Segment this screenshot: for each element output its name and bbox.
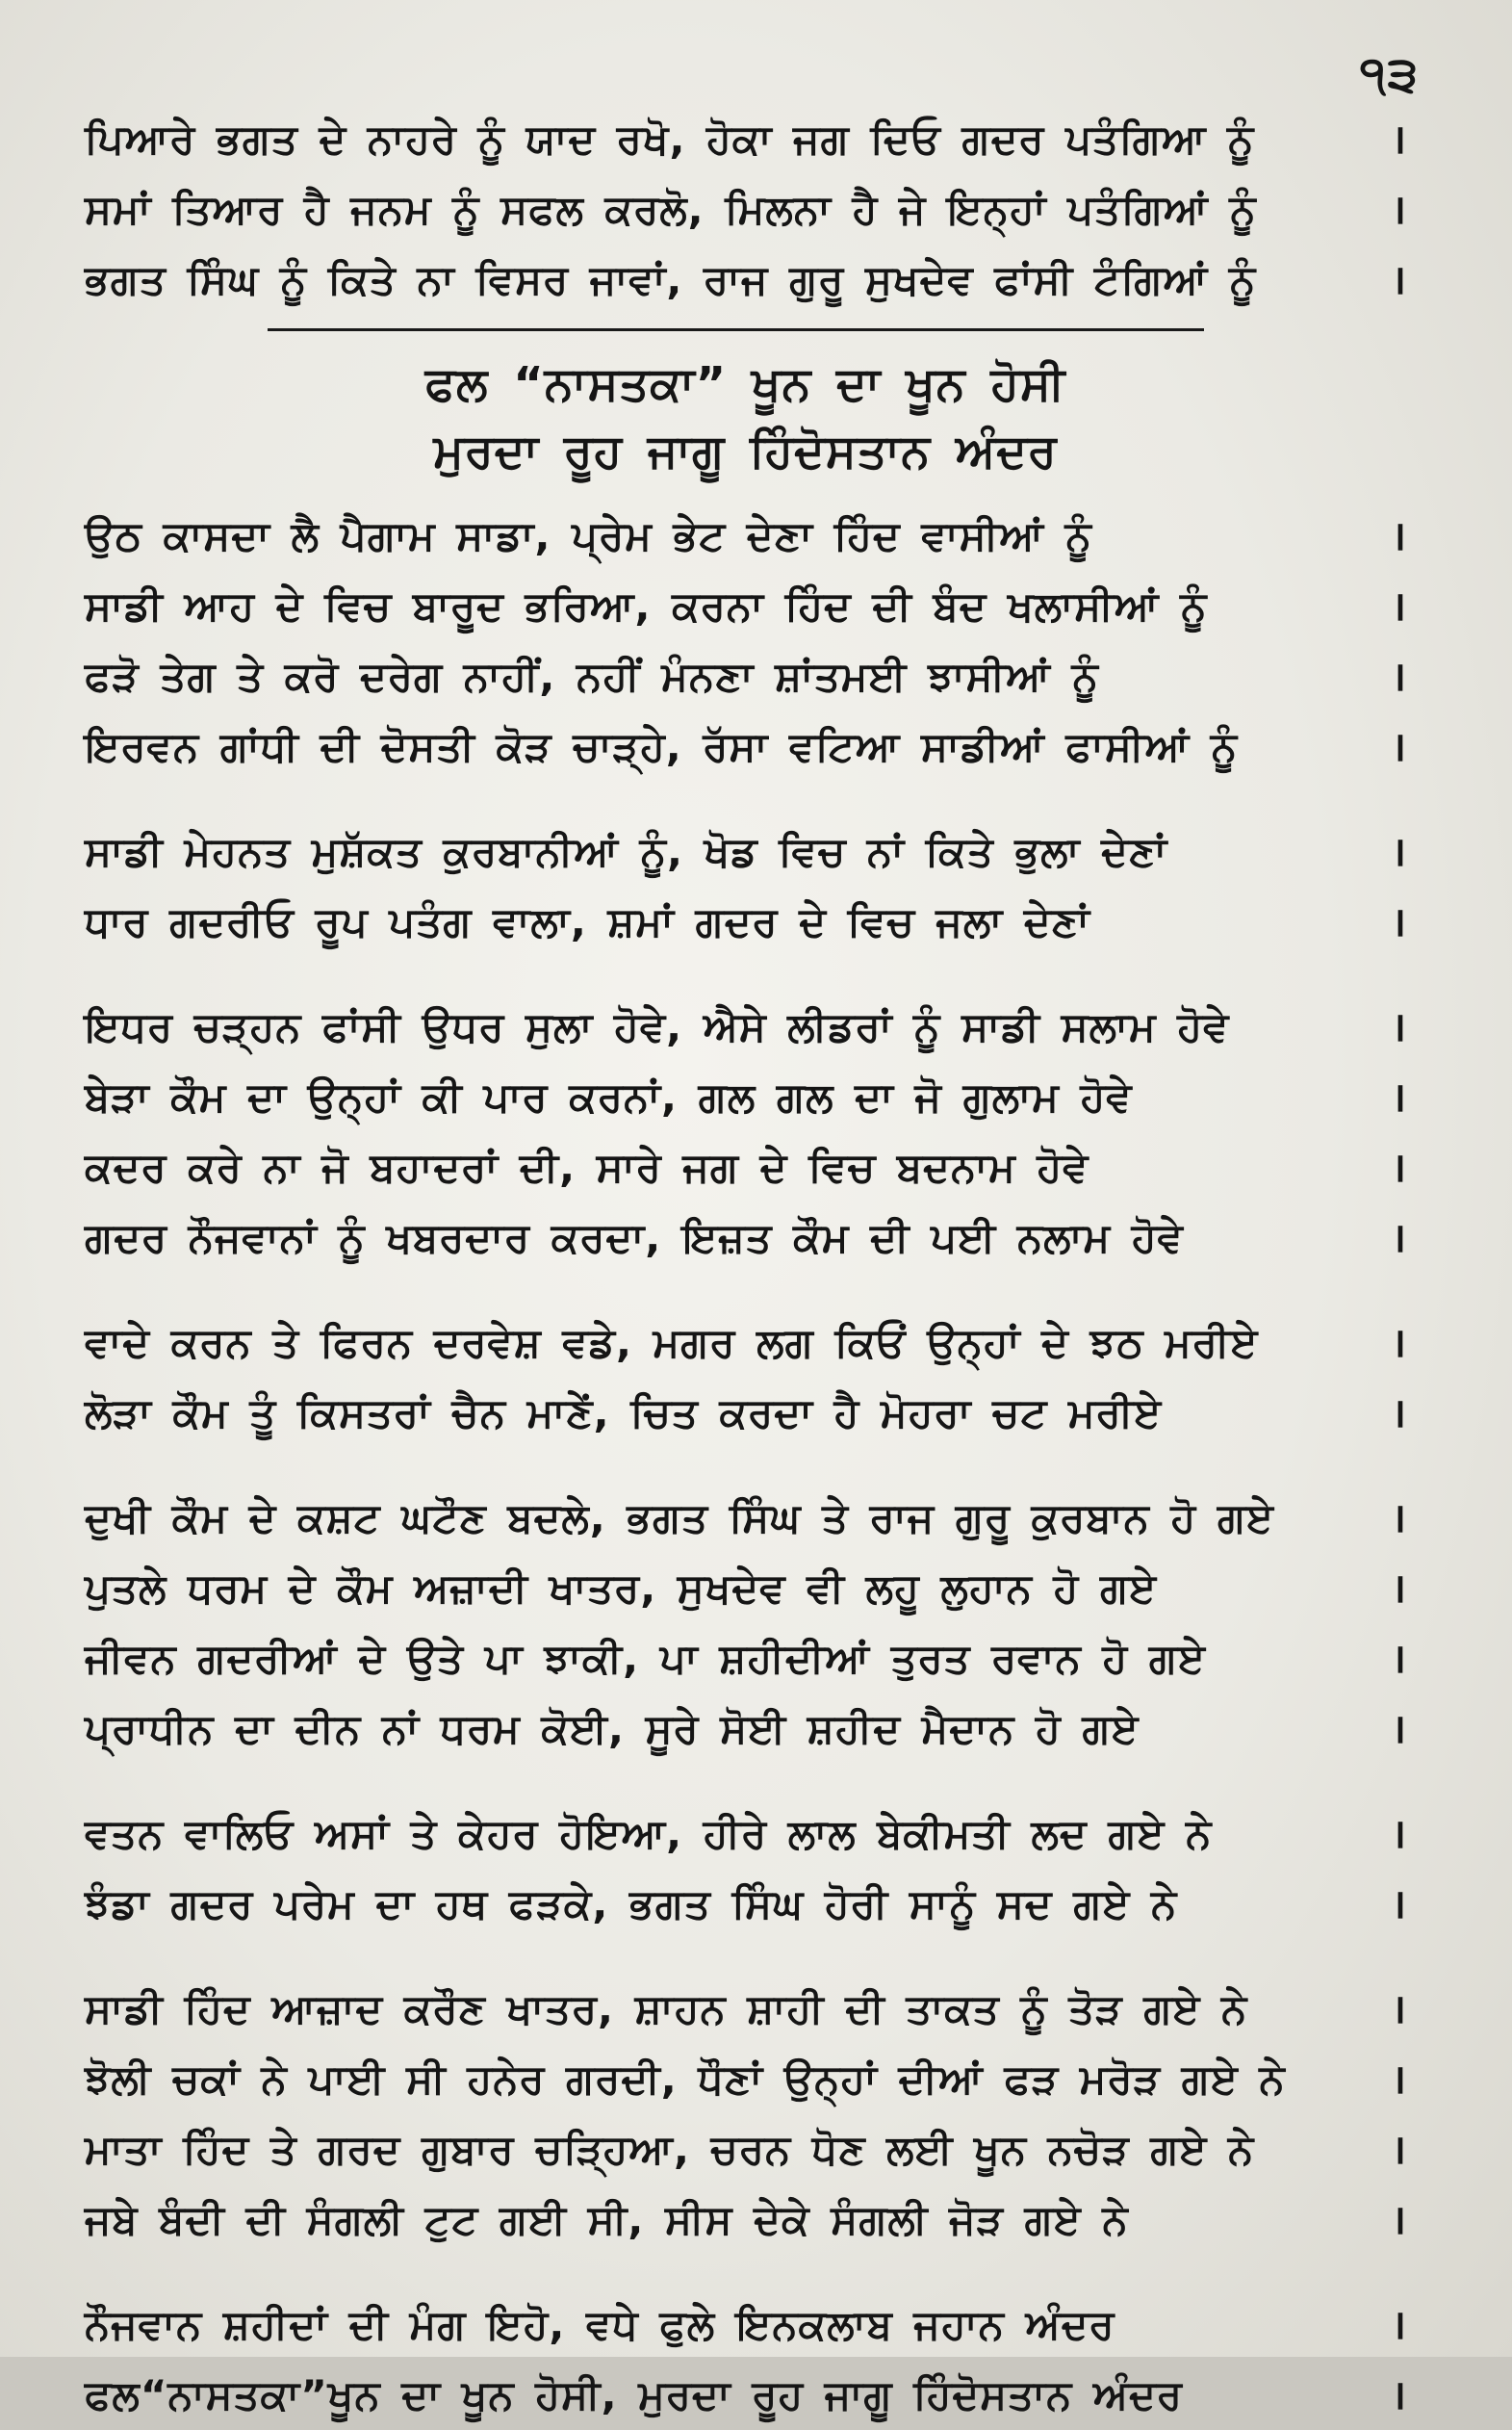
verse-text: ਝੋਲੀ ਚਕਾਂ ਨੇ ਪਾਈ ਸੀ ਹਨੇਰ ਗਰਦੀ, ਧੌਣਾਂ ਉਨ੍ਹਾਂ ਦੀਆਂ ਫੜ ਮਰੋੜ ਗਏ ਨੇ (85, 2055, 1286, 2103)
verse-line (85, 1798, 1406, 1869)
verse-line (85, 1062, 1406, 1132)
verse-text: ਗਦਰ ਨੌਜਵਾਨਾਂ ਨੂੰ ਖਬਰਦਾਰ ਕਰਦਾ, ਇਜ਼ਤ ਕੌਮ ਦੀ ਪਈ ਨਲਾਮ ਹੋਵੇ (85, 1214, 1184, 1261)
danda-mark: । (1391, 653, 1406, 700)
verse-line (85, 245, 1406, 315)
stanza-1 (85, 501, 1406, 782)
verse-line (85, 174, 1406, 245)
poem-heading (85, 350, 1406, 485)
danda-mark: । (1391, 898, 1406, 945)
verse-line (85, 501, 1406, 571)
stanza-6 (85, 1798, 1406, 1939)
danda-mark: । (1391, 1003, 1406, 1050)
verse-line (85, 1483, 1406, 1553)
danda-mark: । (1391, 512, 1406, 559)
verse-text: ਭਗਤ ਸਿੰਘ ਨੂੰ ਕਿਤੇ ਨਾ ਵਿਸਰ ਜਾਵਾਂ, ਰਾਜ ਗੁਰੂ ਸੁਖਦੇਵ ਫਾਂਸੀ ਟੰਗਿਆਂ ਨੂੰ (85, 256, 1257, 303)
verse-line (85, 1974, 1406, 2044)
verse-text: ਸਮਾਂ ਤਿਆਰ ਹੈ ਜਨਮ ਨੂੰ ਸਫਲ ਕਰਲੋ, ਮਿਲਨਾ ਹੈ ਜੇ ਇਨ੍ਹਾਂ ਪਤੰਗਿਆਂ ਨੂੰ (85, 186, 1257, 233)
danda-mark: । (1391, 828, 1406, 875)
verse-text: ਪਿਆਰੇ ਭਗਤ ਦੇ ਨਾਹਰੇ ਨੂੰ ਯਾਦ ਰਖੋ, ਹੋਕਾ ਜਗ ਦਿਓ ਗਦਰ ਪਤੰਗਿਆ ਨੂੰ (85, 116, 1255, 163)
verse-text: ਕਦਰ ਕਰੇ ਨਾ ਜੋ ਬਹਾਦਰਾਂ ਦੀ, ਸਾਰੇ ਜਗ ਦੇ ਵਿਚ ਬਦਨਾਮ ਹੋਵੇ (85, 1144, 1089, 1191)
verse-line (85, 2044, 1406, 2114)
danda-mark: । (1391, 1319, 1406, 1366)
page-number: ੧੩ (1359, 46, 1420, 102)
danda-mark: । (1391, 1635, 1406, 1682)
danda-mark: । (1391, 1214, 1406, 1261)
danda-mark: । (1391, 1389, 1406, 1436)
danda-mark: । (1391, 256, 1406, 303)
danda-mark: । (1391, 1705, 1406, 1752)
verse-line (85, 571, 1406, 641)
verse-text: ਦੁਖੀ ਕੌਮ ਦੇ ਕਸ਼ਟ ਘਟੌਣ ਬਦਲੇ, ਭਗਤ ਸਿੰਘ ਤੇ ਰਾਜ ਗੁਰੂ ਕੁਰਬਾਨ ਹੋ ਗਏ (85, 1494, 1274, 1541)
verse-line (85, 641, 1406, 711)
danda-mark: । (1391, 1144, 1406, 1191)
heading-line-2: ਮੁਰਦਾ ਰੂਹ ਜਾਗੂ ਹਿੰਦੋਸਤਾਨ ਅੰਦਰ (433, 425, 1058, 478)
danda-mark: । (1391, 2301, 1406, 2348)
stanza-5 (85, 1483, 1406, 1764)
verse-line (85, 104, 1406, 174)
verse-text: ਝੰਡਾ ਗਦਰ ਪਰੇਮ ਦਾ ਹਥ ਫੜਕੇ, ਭਗਤ ਸਿੰਘ ਹੋਰੀ ਸਾਨੂੰ ਸਦ ਗਏ ਨੇ (85, 1880, 1178, 1927)
verse-text: ਜਬੇ ਬੰਦੀ ਦੀ ਸੰਗਲੀ ਟੁਟ ਗਈ ਸੀ, ਸੀਸ ਦੇਕੇ ਸੰਗਲੀ ਜੋੜ ਗਏ ਨੇ (85, 2196, 1129, 2243)
danda-mark: । (1391, 1073, 1406, 1121)
verse-text: ਇਧਰ ਚੜ੍ਹਨ ਫਾਂਸੀ ਉਧਰ ਸੁਲਾ ਹੋਵੇ, ਐਸੇ ਲੀਡਰਾਂ ਨੂੰ ਸਾਡੀ ਸਲਾਮ ਹੋਵੇ (85, 1003, 1230, 1050)
intro-stanza (85, 104, 1406, 315)
verse-text: ਧਾਰ ਗਦਰੀਓ ਰੂਪ ਪਤੰਗ ਵਾਲਾ, ਸ਼ਮਾਂ ਗਦਰ ਦੇ ਵਿਚ ਜਲਾ ਦੇਣਾਂ (85, 898, 1090, 945)
danda-mark: । (1391, 1810, 1406, 1857)
stanza-7 (85, 1974, 1406, 2255)
verse-text: ਲੋੜਾ ਕੌਮ ਤੂੰ ਕਿਸਤਰਾਂ ਚੈਨ ਮਾਣੇਂ, ਚਿਤ ਕਰਦਾ ਹੈ ਮੋਹਰਾ ਚਟ ਮਰੀਏ (85, 1389, 1163, 1436)
verse-line (85, 711, 1406, 782)
verse-line (85, 1132, 1406, 1202)
verse-line (85, 1307, 1406, 1378)
verse-line (85, 816, 1406, 887)
verse-text: ਪੁਤਲੇ ਧਰਮ ਦੇ ਕੌਮ ਅਜ਼ਾਦੀ ਖਾਤਰ, ਸੁਖਦੇਵ ਵੀ ਲਹੂ ਲੁਹਾਨ ਹੋ ਗਏ (85, 1564, 1158, 1612)
danda-mark: । (1391, 1494, 1406, 1541)
verse-text: ਨੌਜਵਾਨ ਸ਼ਹੀਦਾਂ ਦੀ ਮੰਗ ਇਹੋ, ਵਧੇ ਫੁਲੇ ਇਨਕਲਾਬ ਜਹਾਨ ਅੰਦਰ (85, 2301, 1115, 2348)
danda-mark: । (1391, 116, 1406, 163)
verse-text: ਸਾਡੀ ਹਿੰਦ ਆਜ਼ਾਦ ਕਰੌਣ ਖਾਤਰ, ਸ਼ਾਹਨ ਸ਼ਾਹੀ ਦੀ ਤਾਕਤ ਨੂੰ ਤੋੜ ਗਏ ਨੇ (85, 1985, 1248, 2032)
stanza-4 (85, 1307, 1406, 1448)
stanza-8 (85, 2289, 1406, 2430)
heading-line-1: ਫਲ “ਨਾਸਤਕਾ” ਖੂਨ ਦਾ ਖੂਨ ਹੋਸੀ (424, 357, 1066, 411)
verse-text: ਪ੍ਰਾਧੀਨ ਦਾ ਦੀਨ ਨਾਂ ਧਰਮ ਕੋਈ, ਸੂਰੇ ਸੋਈ ਸ਼ਹੀਦ ਮੈਦਾਨ ਹੋ ਗਏ (85, 1705, 1140, 1752)
verse-line (85, 2114, 1406, 2184)
danda-mark: । (1391, 2126, 1406, 2173)
section-divider (268, 328, 1204, 331)
verse-line (85, 1623, 1406, 1693)
verse-line (85, 2184, 1406, 2255)
danda-mark: । (1391, 2055, 1406, 2103)
verse-line (85, 2289, 1406, 2360)
verse-text: ਜੀਵਨ ਗਦਰੀਆਂ ਦੇ ਉਤੇ ਪਾ ਝਾਕੀ, ਪਾ ਸ਼ਹੀਦੀਆਂ ਤੁਰਤ ਰਵਾਨ ਹੋ ਗਏ (85, 1635, 1206, 1682)
verse-text: ਵਾਦੇ ਕਰਨ ਤੇ ਫਿਰਨ ਦਰਵੇਸ਼ ਵਡੇ, ਮਗਰ ਲਗ ਕਿਓਂ ਉਨ੍ਹਾਂ ਦੇ ਝਠ ਮਰੀਏ (85, 1319, 1259, 1366)
poem-body (85, 104, 1406, 2430)
verse-line (85, 2360, 1406, 2430)
verse-text: ਬੇੜਾ ਕੌਮ ਦਾ ਉਨ੍ਹਾਂ ਕੀ ਪਾਰ ਕਰਨਾਂ, ਗਲ ਗਲ ਦਾ ਜੋ ਗੁਲਾਮ ਹੋਵੇ (85, 1073, 1133, 1121)
danda-mark: । (1391, 1880, 1406, 1927)
verse-text: ਵਤਨ ਵਾਲਿਓ ਅਸਾਂ ਤੇ ਕੇਹਰ ਹੋਇਆ, ਹੀਰੇ ਲਾਲ ਬੇਕੀਮਤੀ ਲਦ ਗਏ ਨੇ (85, 1810, 1213, 1857)
danda-mark: । (1391, 2371, 1406, 2418)
verse-line (85, 1693, 1406, 1764)
stanza-3 (85, 992, 1406, 1273)
verse-text: ਸਾਡੀ ਆਹ ਦੇ ਵਿਚ ਬਾਰੂਦ ਭਰਿਆ, ਕਰਨਾ ਹਿੰਦ ਦੀ ਬੰਦ ਖਲਾਸੀਆਂ ਨੂੰ (85, 582, 1208, 630)
verse-text: ਇਰਵਨ ਗਾਂਧੀ ਦੀ ਦੋਸਤੀ ਕੋੜ ਚਾੜ੍ਹੇ, ਰੱਸਾ ਵਟਿਆ ਸਾਡੀਆਂ ਫਾਸੀਆਂ ਨੂੰ (85, 723, 1239, 770)
danda-mark: । (1391, 1985, 1406, 2032)
danda-mark: । (1391, 582, 1406, 630)
verse-text: ਮਾਤਾ ਹਿੰਦ ਤੇ ਗਰਦ ਗੁਬਾਰ ਚੜ੍ਹਿਆ, ਚਰਨ ਧੋਣ ਲਈ ਖੂਨ ਨਚੋੜ ਗਏ ਨੇ (85, 2126, 1255, 2173)
danda-mark: । (1391, 1564, 1406, 1612)
verse-text: ਉਠ ਕਾਸਦਾ ਲੈ ਪੈਗਾਮ ਸਾਡਾ, ਪ੍ਰੇਮ ਭੇਟ ਦੇਣਾ ਹਿੰਦ ਵਾਸੀਆਂ ਨੂੰ (85, 512, 1092, 559)
stanza-2 (85, 816, 1406, 957)
verse-text: ਫੜੋ ਤੇਗ ਤੇ ਕਰੋ ਦਰੇਗ ਨਾਹੀਂ, ਨਹੀਂ ਮੰਨਣਾ ਸ਼ਾਂਤਮਈ ਝਾਸੀਆਂ ਨੂੰ (85, 653, 1099, 700)
verse-text: ਫਲ“ਨਾਸਤਕਾ”ਖੂਨ ਦਾ ਖੂਨ ਹੋਸੀ, ਮੁਰਦਾ ਰੂਹ ਜਾਗੂ ਹਿੰਦੋਸਤਾਨ ਅੰਦਰ (85, 2371, 1183, 2418)
verse-line (85, 992, 1406, 1062)
verse-line (85, 887, 1406, 957)
verse-line (85, 1202, 1406, 1273)
verse-text: ਸਾਡੀ ਮੇਹਨਤ ਮੁਸ਼ੱਕਤ ਕੁਰਬਾਨੀਆਂ ਨੂੰ, ਖੋਡ ਵਿਚ ਨਾਂ ਕਿਤੇ ਭੁਲਾ ਦੇਣਾਂ (85, 828, 1168, 875)
danda-mark: । (1391, 186, 1406, 233)
danda-mark: । (1391, 723, 1406, 770)
danda-mark: । (1391, 2196, 1406, 2243)
verse-line (85, 1553, 1406, 1623)
verse-line (85, 1378, 1406, 1448)
verse-line (85, 1869, 1406, 1939)
